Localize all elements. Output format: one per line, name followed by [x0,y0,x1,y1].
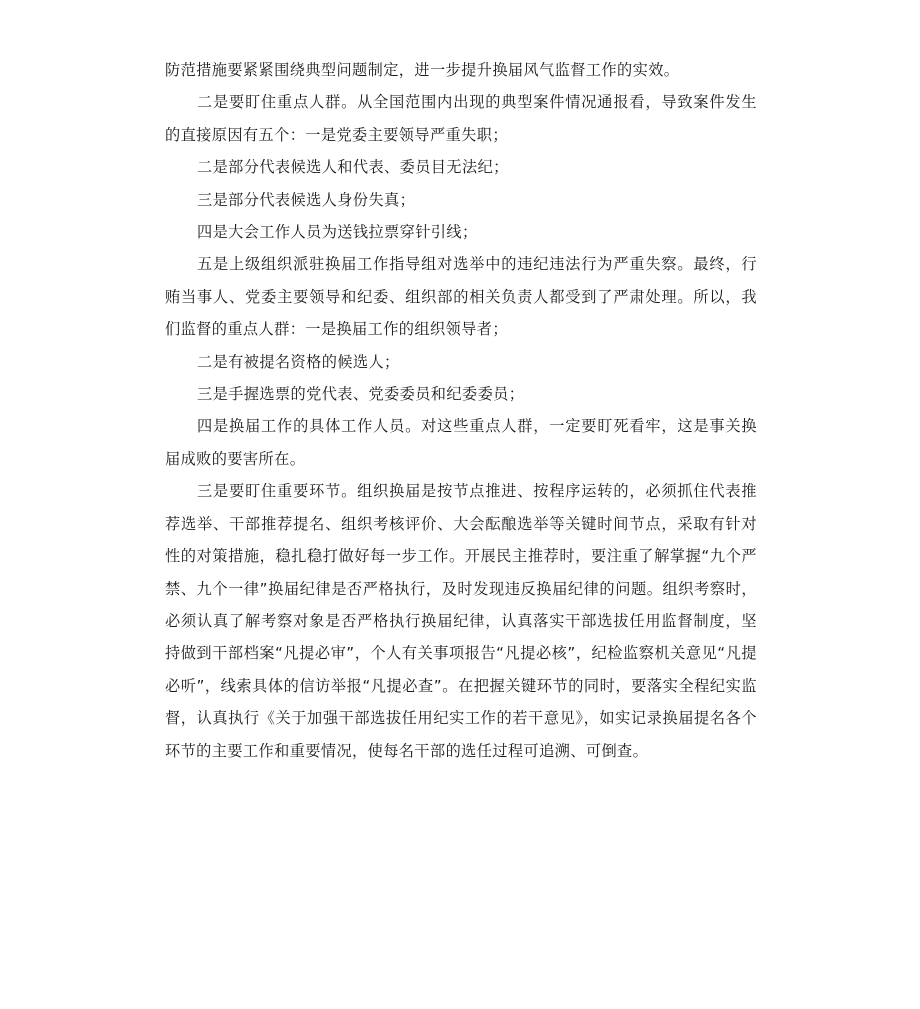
paragraph-5: 四是大会工作人员为送钱拉票穿针引线； [197,223,478,242]
paragraph-1: 防范措施要紧紧围绕典型问题制定，进一步提升换届风气监督工作的实效。 [165,61,680,79]
document-body [165,54,757,767]
paragraph-10: 三是要盯住重要环节。组织换届是按节点推进、按程序运转的，必须抓住代表推荐选举、干部推荐提名、组织考核评价、大会酝酿选举等关键时间节点，采取有针对性的对策措施，稳扎稳打做好每一步工作。开展民主推荐时，要注重了解掌握“九个严禁、九个一律”换届纪律是否严格执行，及时发现违反换届纪律的问题。组织考察时，必须认真了解考察对象是否严格执行换届纪律，认真落实干部选拔任用监督制度，坚持做到干部档案“凡提必审”，个人有关事项报告“凡提必核”，纪检监察机关意见“凡提必听”，线索具体的信访举报“凡提必查”。在把握关键环节的同时，要落实全程纪实监督，认真执行《关于加强干部选拔任用纪实工作的若干意见》，如实记录换届提名各个环节的主要工作和重要情况，使每名干部的选任过程可追溯、可倒查。 [165,482,757,760]
paragraph-7: 二是有被提名资格的候选人； [197,352,400,371]
paragraph-9: 四是换届工作的具体工作人员。对这些重点人群，一定要盯死看牢，这是事关换届成败的要害所在。 [165,417,757,468]
paragraph-6: 五是上级组织派驻换届工作指导组对选举中的违纪违法行为严重失察。最终，行贿当事人、党委主要领导和纪委、组织部的相关负责人都受到了严肃处理。所以，我们监督的重点人群：一是换届工作的组织领导者； [165,255,757,339]
paragraph-4: 三是部分代表候选人身份失真； [197,190,416,209]
paragraph-8: 三是手握选票的党代表、党委委员和纪委委员； [197,385,525,404]
paragraph-3: 二是部分代表候选人和代表、委员目无法纪； [197,158,509,177]
paragraph-2: 二是要盯住重点人群。从全国范围内出现的典型案件情况通报看，导致案件发生的直接原因有五个：一是党委主要领导严重失职； [165,93,757,144]
